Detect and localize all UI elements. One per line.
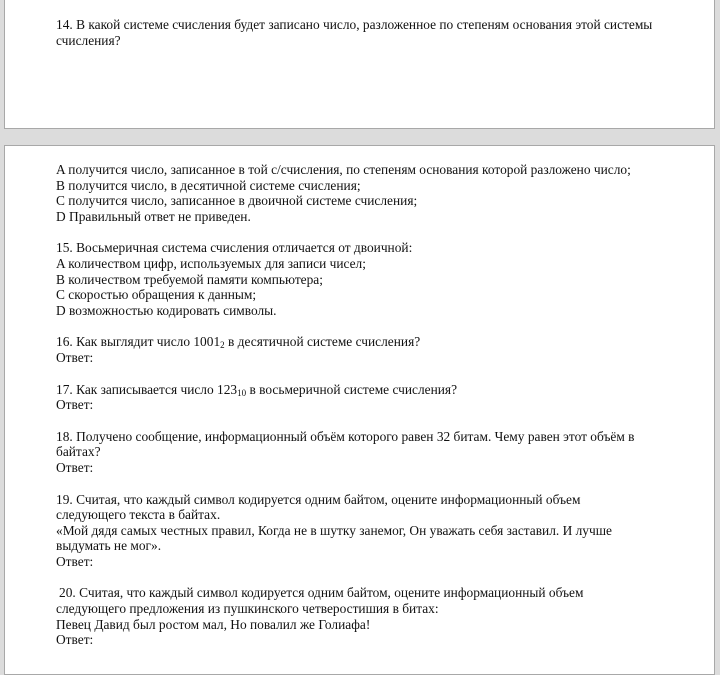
option-b: B количеством требуемой памяти компьютера; <box>56 271 323 287</box>
option-b: B получится число, в десятичной системе счисления; <box>56 177 361 193</box>
question-20-line-2: следующего предложения из пушкинского четверостишия в битах: <box>56 601 439 617</box>
question-19-line-2: следующего текста в байтах. <box>56 507 221 523</box>
question-20-quote: Певец Давид был ростом мал, Но повалил же Голиафа! <box>56 616 371 632</box>
question-18-line-2: байтах? <box>56 444 101 460</box>
answer-label: Ответ: <box>56 459 94 475</box>
document-page-2 <box>4 145 715 675</box>
question-18-line-1: 18. Получено сообщение, информационный объём которого равен 32 битам. Чему равен этот объём в <box>56 428 635 444</box>
document-page-1 <box>4 0 715 129</box>
answer-label: Ответ: <box>56 553 94 569</box>
question-16-text-before: 16. Как выглядит число 1001 <box>56 334 221 350</box>
question-17-text-after: в восьмеричной системе счисления? <box>246 381 458 397</box>
page-2-content <box>56 162 696 664</box>
question-19-line-1: 19. Считая, что каждый символ кодируется одним байтом, оцените информационный объем <box>56 491 581 507</box>
question-18 <box>56 429 696 476</box>
answer-label: Ответ: <box>56 349 94 365</box>
question-14-text: 14. В какой системе счисления будет записано число, разложенное по степеням основания этой системы счисления? <box>56 17 653 48</box>
question-16-text <box>56 334 696 350</box>
option-c: C скоростью обращения к данным; <box>56 287 257 303</box>
question-19 <box>56 492 696 570</box>
question-20 <box>56 585 696 647</box>
option-d: D возможностью кодировать символы. <box>56 302 277 318</box>
question-17 <box>56 382 696 413</box>
question-17-text-before: 17. Как записывается число 123 <box>56 381 238 397</box>
question-20-line-1: 20. Считая, что каждый символ кодируется одним байтом, оцените информационный объем <box>59 585 584 601</box>
option-a: A получится число, записанное в той с/счисления, по степеням основания которой разложено число; <box>56 162 631 177</box>
question-15-text: 15. Восьмеричная система счисления отличается от двоичной: <box>56 240 413 256</box>
option-c: C получится число, записанное в двоичной системе счисления; <box>56 193 418 209</box>
question-19-quote-line-2: выдумать не мог». <box>56 538 162 554</box>
question-17-text <box>56 382 696 398</box>
question-16-text-after: в десятичной системе счисления? <box>224 334 421 350</box>
answer-label: Ответ: <box>56 632 94 648</box>
base-subscript: 2 <box>220 340 225 351</box>
option-a: A количеством цифр, используемых для записи чисел; <box>56 255 366 271</box>
base-subscript: 10 <box>237 387 247 398</box>
answer-label: Ответ: <box>56 397 94 413</box>
question-19-quote-line-1: «Мой дядя самых честных правил, Когда не в шутку занемог, Он уважать себя заставил. И лучше <box>56 522 612 538</box>
question-14-options <box>56 162 696 224</box>
option-d: D Правильный ответ не приведен. <box>56 208 251 224</box>
question-15 <box>56 240 696 318</box>
page-1-content <box>56 17 696 48</box>
question-16 <box>56 334 696 365</box>
